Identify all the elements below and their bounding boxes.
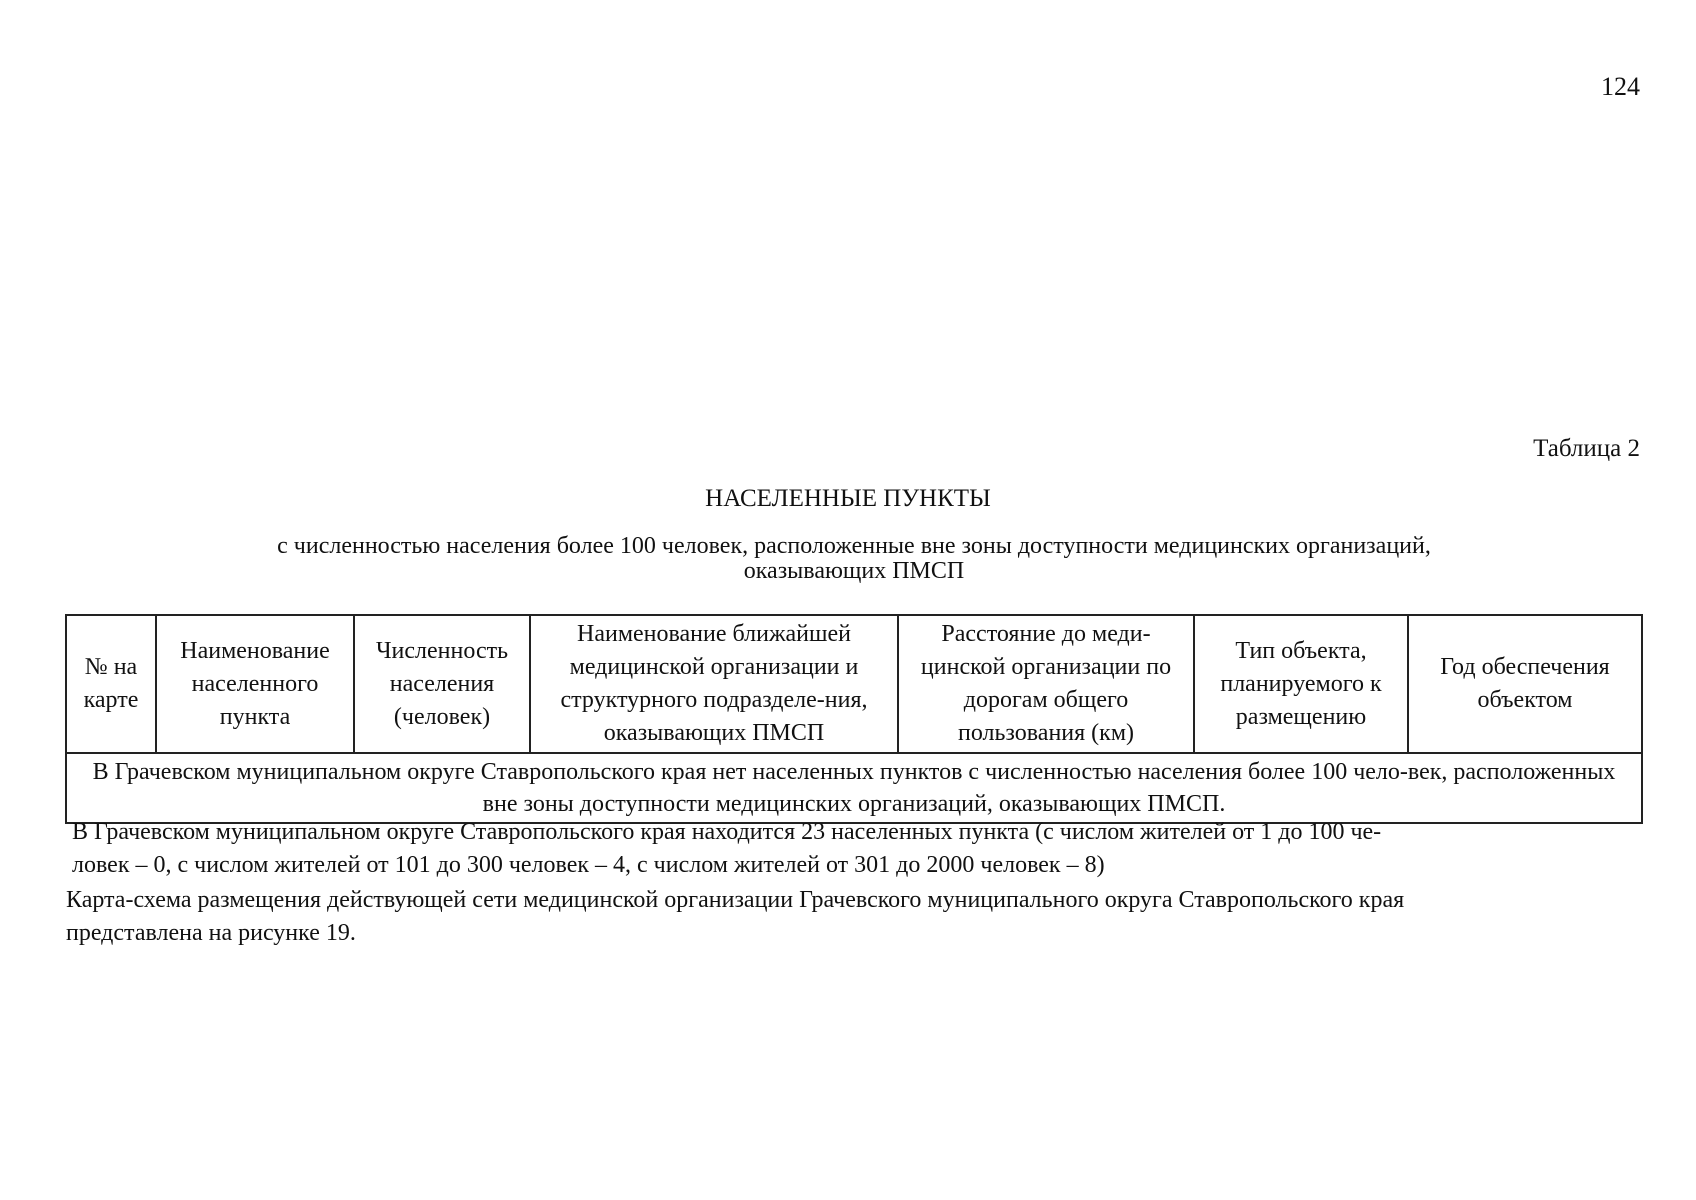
table-label: Таблица 2 [1533, 435, 1640, 462]
page-number: 124 [1601, 72, 1640, 101]
header-distance: Расстояние до меди-цинской организации по дорогам общего пользования (км) [898, 615, 1194, 753]
header-object-type: Тип объекта, планируемого к размещению [1194, 615, 1408, 753]
paragraph-1-line-2: ловек – 0, с числом жителей от 101 до 300 человек – 4, с числом жителей от 301 до 2000 человек – 8) [72, 852, 1105, 878]
subtitle-line-2: оказывающих ПМСП [743, 558, 965, 584]
document-title: НАСЕЛЕННЫЕ ПУНКТЫ [705, 485, 991, 512]
table-row [66, 753, 1642, 823]
subtitle-line-1: с численностью населения более 100 человек, расположенные вне зоны доступности медицинских организаций, [277, 533, 1431, 559]
document-subtitle [160, 534, 1548, 584]
table-header-row [66, 615, 1642, 753]
header-nearest-medical-org: Наименование ближайшей медицинской организации и структурного подразделе-ния, оказывающих ПМСП [530, 615, 898, 753]
header-settlement-name: Наименование населенного пункта [156, 615, 354, 753]
settlements-table [65, 614, 1643, 824]
table-note-cell: В Грачевском муниципальном округе Ставропольского края нет населенных пунктов с численностью населения более 100 чело-век, расположенных вне зоны доступности медицинских организаций, оказывающих ПМСП. [66, 753, 1642, 823]
map-reference-paragraph [66, 884, 1646, 950]
header-map-number: № на карте [66, 615, 156, 753]
header-population: Численность населения (человек) [354, 615, 530, 753]
paragraph-1-line-1: В Грачевском муниципальном округе Ставропольского края находится 23 населенных пункта (с числом жителей от 1 до 100 че- [72, 819, 1382, 845]
header-year: Год обеспечения объектом [1408, 615, 1642, 753]
paragraph-2-line-1: Карта-схема размещения действующей сети медицинской организации Грачевского муниципального округа Ставропольского края [66, 887, 1405, 913]
paragraph-2-line-2: представлена на рисунке 19. [66, 920, 356, 946]
settlements-count-paragraph [72, 816, 1617, 882]
